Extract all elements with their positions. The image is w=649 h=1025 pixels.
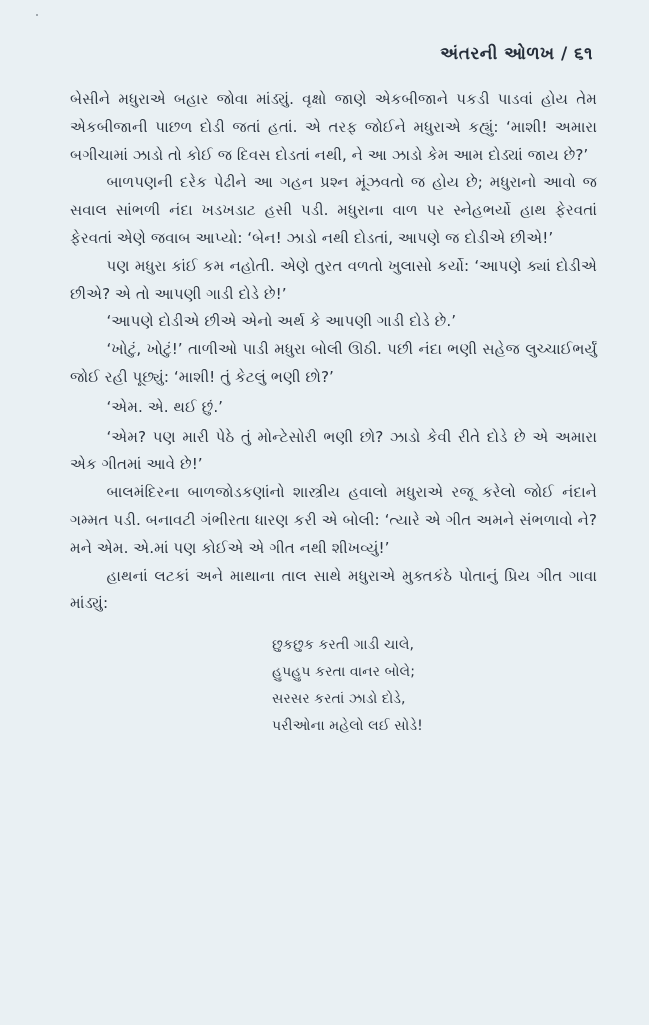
verse-line: હુપહુપ કરતા વાનર બોલે;	[272, 664, 416, 681]
verse-line: છુકછુક કરતી ગાડી ચાલે,	[272, 637, 415, 654]
paragraph-3: પણ મધુરા કાંઈ કમ નહોતી. એણે તુરત વળતો ખુલાસો કર્યો: ‘આપણે ક્યાં દોડીએ છીએ? એ તો આપણી ગાડી દોડે છે!’	[70, 256, 597, 303]
body-text	[70, 86, 597, 618]
verse-line: સરસર કરતાં ઝાડો દોડે,	[272, 691, 406, 708]
running-head: અંતરની ઓળખ / ૬૧	[440, 44, 593, 64]
paragraph-7: ‘એમ? પણ મારી પેઠે તું મોન્ટેસોરી ભણી છો? ઝાડો કેવી રીતે દોડે છે એ અમારા એક ગીતમાં આવે છે!’	[70, 427, 597, 474]
paragraph-4: ‘આપણે દોડીએ છીએ એનો અર્થ કે આપણી ગાડી દોડે છે.’	[106, 312, 457, 331]
paragraph-2: બાળપણની દરેક પેઢીને આ ગહન પ્રશ્ન મૂંઝવતો જ હોય છે; મધુરાનો આવો જ સવાલ સાંભળી નંદા ખડખડાટ હસી પડી. મધુરાના વાળ પર સ્નેહભર્યો હાથ ફેરવતાં ફેરવતાં એણે જવાબ આપ્યો: ‘બેન! ઝાડો નથી દોડતાં, આપણે જ દોડીએ છીએ!’	[70, 173, 597, 247]
page-speck	[36, 14, 38, 16]
verse-line: પરીઓના મહેલો લઈ સોડે!	[272, 718, 423, 735]
paragraph-1: બેસીને મધુરાએ બહાર જોવા માંડ્યું. વૃક્ષો જાણે એકબીજાને પકડી પાડવાં હોય તેમ એકબીજાની પાછળ દોડી જતાં હતાં. એ તરફ જોઈને મધુરાએ કહ્યું: ‘માશી! અમારા બગીચામાં ઝાડો તો કોઈ જ દિવસ દોડતાં નથી, ને આ ઝાડો કેમ આમ દોડ્યાં જાય છે?’	[70, 90, 597, 164]
paragraph-5: ‘ખોટું, ખોટું!’ તાળીઓ પાડી મધુરા બોલી ઊઠી. પછી નંદા ભણી સહેજ લુચ્ચાઈભર્યું જોઈ રહી પૂછ્યું: ‘માશી! તું કેટલું ભણી છો?’	[70, 340, 597, 386]
song-verse	[70, 632, 597, 740]
paragraph-8: બાલમંદિરના બાળજોડકણાંનો શાસ્ત્રીય હવાલો મધુરાએ રજૂ કરેલો જોઈ નંદાને ગમ્મત પડી. બનાવટી ગંભીરતા ધારણ કરી એ બોલી: ‘ત્યારે એ ગીત અમને સંભળાવો ને? મને એમ. એ.માં પણ કોઈએ એ ગીત નથી શીખવ્યું!’	[70, 483, 597, 557]
paragraph-6: ‘એમ. એ. થઈ છું.’	[106, 397, 223, 416]
paragraph-9: હાથનાં લટકાં અને માથાના તાલ સાથે મધુરાએ મુક્તકંઠે પોતાનું પ્રિય ગીત ગાવા માંડ્યું:	[70, 566, 597, 613]
